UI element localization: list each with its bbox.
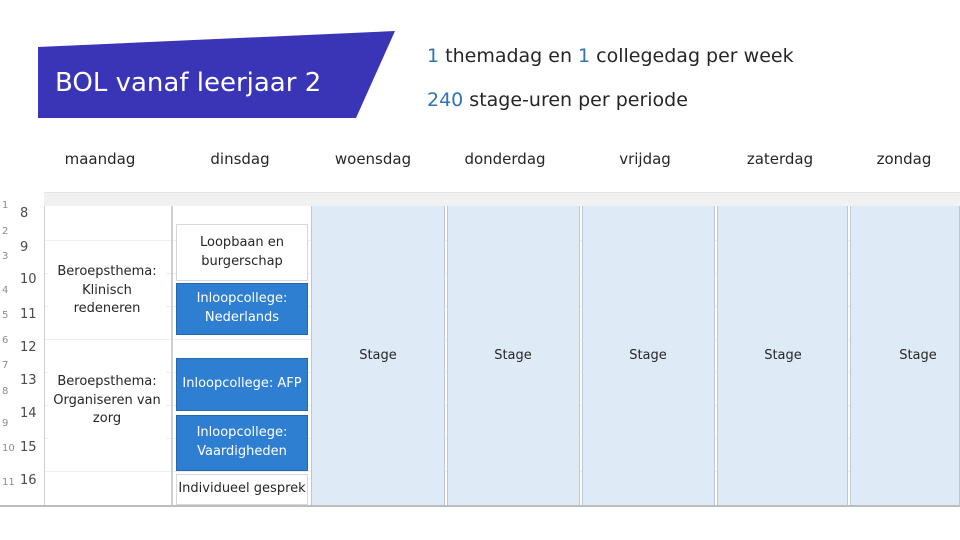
day-header-vrijdag: vrijdag	[619, 150, 671, 168]
event-beroepsthema-klinisch[interactable]	[48, 248, 166, 334]
info-line-hours	[427, 89, 688, 111]
event-inloopcollege-nederlands[interactable]	[176, 283, 308, 335]
row-number: 4	[2, 285, 9, 296]
row-number: 5	[2, 310, 9, 321]
event-label: Inloopcollege: Nederlands	[196, 291, 288, 325]
stage-label-zondag: Stage	[899, 348, 937, 363]
event-label: Beroepsthema: Klinisch redeneren	[57, 263, 157, 317]
info-number: 1	[578, 45, 591, 67]
event-individueel-gesprek[interactable]	[176, 474, 308, 505]
event-label: Individueel gesprek	[178, 481, 306, 497]
page-title: BOL vanaf leerjaar 2	[55, 68, 322, 98]
info-number: 1	[427, 45, 440, 67]
event-loopbaan-burgerschap[interactable]	[176, 224, 308, 281]
day-header-donderdag: donderdag	[464, 150, 546, 168]
stage-label-vrijdag: Stage	[629, 348, 667, 363]
info-line-days	[427, 45, 794, 67]
info-text: stage-uren per periode	[463, 89, 688, 111]
info-text: collegedag per week	[590, 45, 794, 67]
stage-label-donderdag: Stage	[494, 348, 532, 363]
stage-label-woensdag: Stage	[359, 348, 397, 363]
day-header-zondag: zondag	[876, 150, 932, 168]
row-number: 9	[2, 418, 9, 429]
hour-label: 10	[20, 272, 37, 287]
day-header-zaterdag: zaterdag	[746, 150, 814, 168]
hour-label: 8	[20, 206, 29, 221]
event-label: Inloopcollege: AFP	[182, 376, 302, 392]
hour-label: 11	[20, 307, 37, 322]
event-inloopcollege-afp[interactable]	[176, 358, 308, 411]
hour-label: 14	[20, 406, 37, 421]
title-banner	[38, 31, 395, 118]
event-beroepsthema-organiseren[interactable]	[48, 361, 166, 441]
row-number: 10	[2, 443, 15, 454]
event-label: Loopbaan en burgerschap	[200, 234, 284, 269]
hour-label: 15	[20, 440, 37, 455]
day-header-maandag: maandag	[64, 150, 136, 168]
column-divider	[171, 206, 173, 506]
calendar-bottom-border	[0, 505, 960, 507]
event-label: Beroepsthema: Organiseren van zorg	[53, 373, 161, 427]
row-number: 6	[2, 335, 9, 346]
event-inloopcollege-vaardigheden[interactable]	[176, 415, 308, 471]
event-label: Inloopcollege: Vaardigheden	[196, 425, 288, 459]
info-number: 240	[427, 89, 464, 111]
row-number: 8	[2, 386, 9, 397]
row-number: 7	[2, 360, 9, 371]
hour-label: 16	[20, 473, 37, 488]
hour-label: 9	[20, 240, 29, 255]
calendar-header-strip	[0, 192, 960, 206]
hour-label: 12	[20, 340, 37, 355]
row-number: 11	[2, 477, 15, 488]
stage-label-zaterdag: Stage	[764, 348, 802, 363]
day-header-woensdag: woensdag	[334, 150, 412, 168]
info-text: themadag en	[439, 45, 579, 67]
row-number: 1	[2, 200, 9, 211]
row-number: 3	[2, 251, 9, 262]
hour-label: 13	[20, 373, 37, 388]
row-number: 2	[2, 226, 9, 237]
day-header-dinsdag: dinsdag	[210, 150, 270, 168]
